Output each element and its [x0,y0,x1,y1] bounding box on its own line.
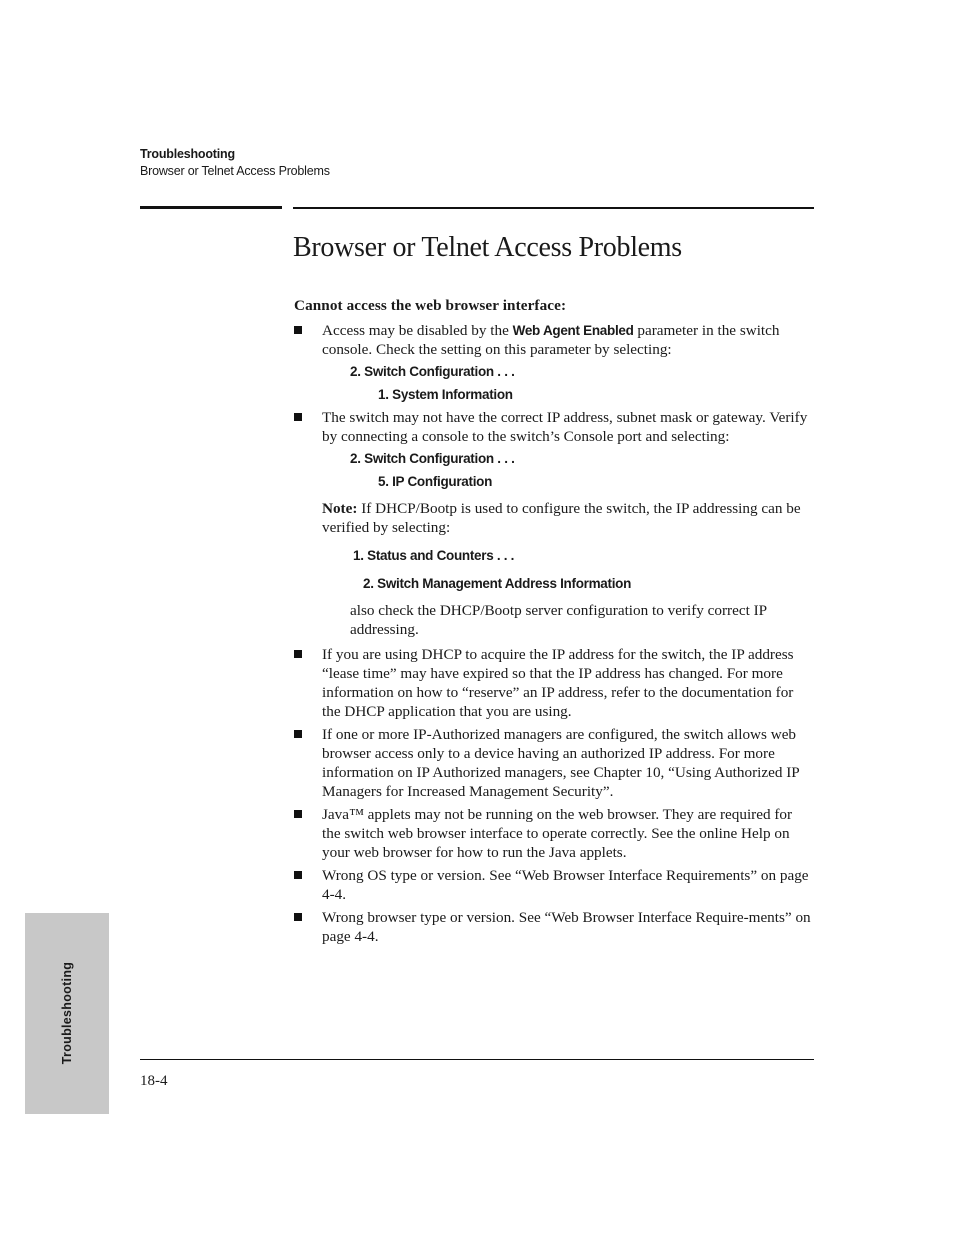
square-bullet-icon [294,730,302,738]
bullet-item-dhcp-lease [294,645,814,721]
header-rule-right [293,207,814,209]
footer-rule [140,1059,814,1060]
square-bullet-icon [294,810,302,818]
note-menu-path-level2: 2. Switch Management Address Information [363,576,632,591]
bullet-text: Java™ applets may not be running on the web browser. They are required for the switch web browser interface to operate correctly. See the online Help on your web browser for how to run the Java applets. [322,806,793,861]
parameter-name: Web Agent Enabled [512,323,634,338]
menu-path-level2: 5. IP Configuration [378,474,493,489]
note-label: Note: [322,500,358,517]
running-header-chapter: Troubleshooting [140,147,235,161]
page-title: Browser or Telnet Access Problems [293,232,682,263]
page-number: 18-4 [140,1073,168,1089]
menu-path-level1: 2. Switch Configuration . . . [350,451,515,466]
bullet-item-authorized-managers [294,725,814,801]
bullet-text: Wrong browser type or version. See “Web Browser Interface Require-ments” on page 4-4. [322,909,811,945]
note-followup-text: also check the DHCP/Bootp server configuration to verify correct IP addressing. [350,602,767,638]
menu-path-level1: 2. Switch Configuration . . . [350,364,515,379]
bullet-text: Access may be disabled by the Web Agent Enabled parameter in the switch console. Check the setting on this parameter by selecting: [322,322,780,358]
bullet-item-browser-type [294,908,814,946]
square-bullet-icon [294,413,302,421]
note-menu-path-level1: 1. Status and Counters . . . [353,548,515,563]
main-content [294,296,814,950]
running-header-section: Browser or Telnet Access Problems [140,164,330,178]
bullet-item-os-type [294,866,814,904]
square-bullet-icon [294,326,302,334]
header-rule-left [140,206,282,209]
section-subheading: Cannot access the web browser interface: [294,297,567,314]
chapter-side-tab-label: Troubleshooting [60,961,74,1065]
bullet-text: If you are using DHCP to acquire the IP address for the switch, the IP address “lease time” may have expired so that the IP address has changed. For more information on how to “reserve” an IP address, refer to the documentation for the DHCP application that you are using. [322,646,794,720]
bullet-item-web-agent [294,321,814,404]
menu-path-level2: 1. System Information [378,387,513,402]
note-block [322,499,814,537]
bullet-text: The switch may not have the correct IP address, subnet mask or gateway. Verify by connecting a console to the switch’s Console port and selecting: [322,409,808,445]
square-bullet-icon [294,871,302,879]
bullet-item-java-applets [294,805,814,862]
note-text: If DHCP/Bootp is used to configure the switch, the IP addressing can be verified by selecting: [322,500,801,536]
bullet-item-ip-address [294,408,814,639]
bullet-text: Wrong OS type or version. See “Web Browser Interface Requirements” on page 4-4. [322,867,809,903]
bullet-text: If one or more IP-Authorized managers are configured, the switch allows web browser access only to a device having an authorized IP address. For more information on IP Authorized managers, see Chapter 10, “Using Authorized IP Managers for Increased Management Security”. [322,726,800,800]
square-bullet-icon [294,913,302,921]
square-bullet-icon [294,650,302,658]
